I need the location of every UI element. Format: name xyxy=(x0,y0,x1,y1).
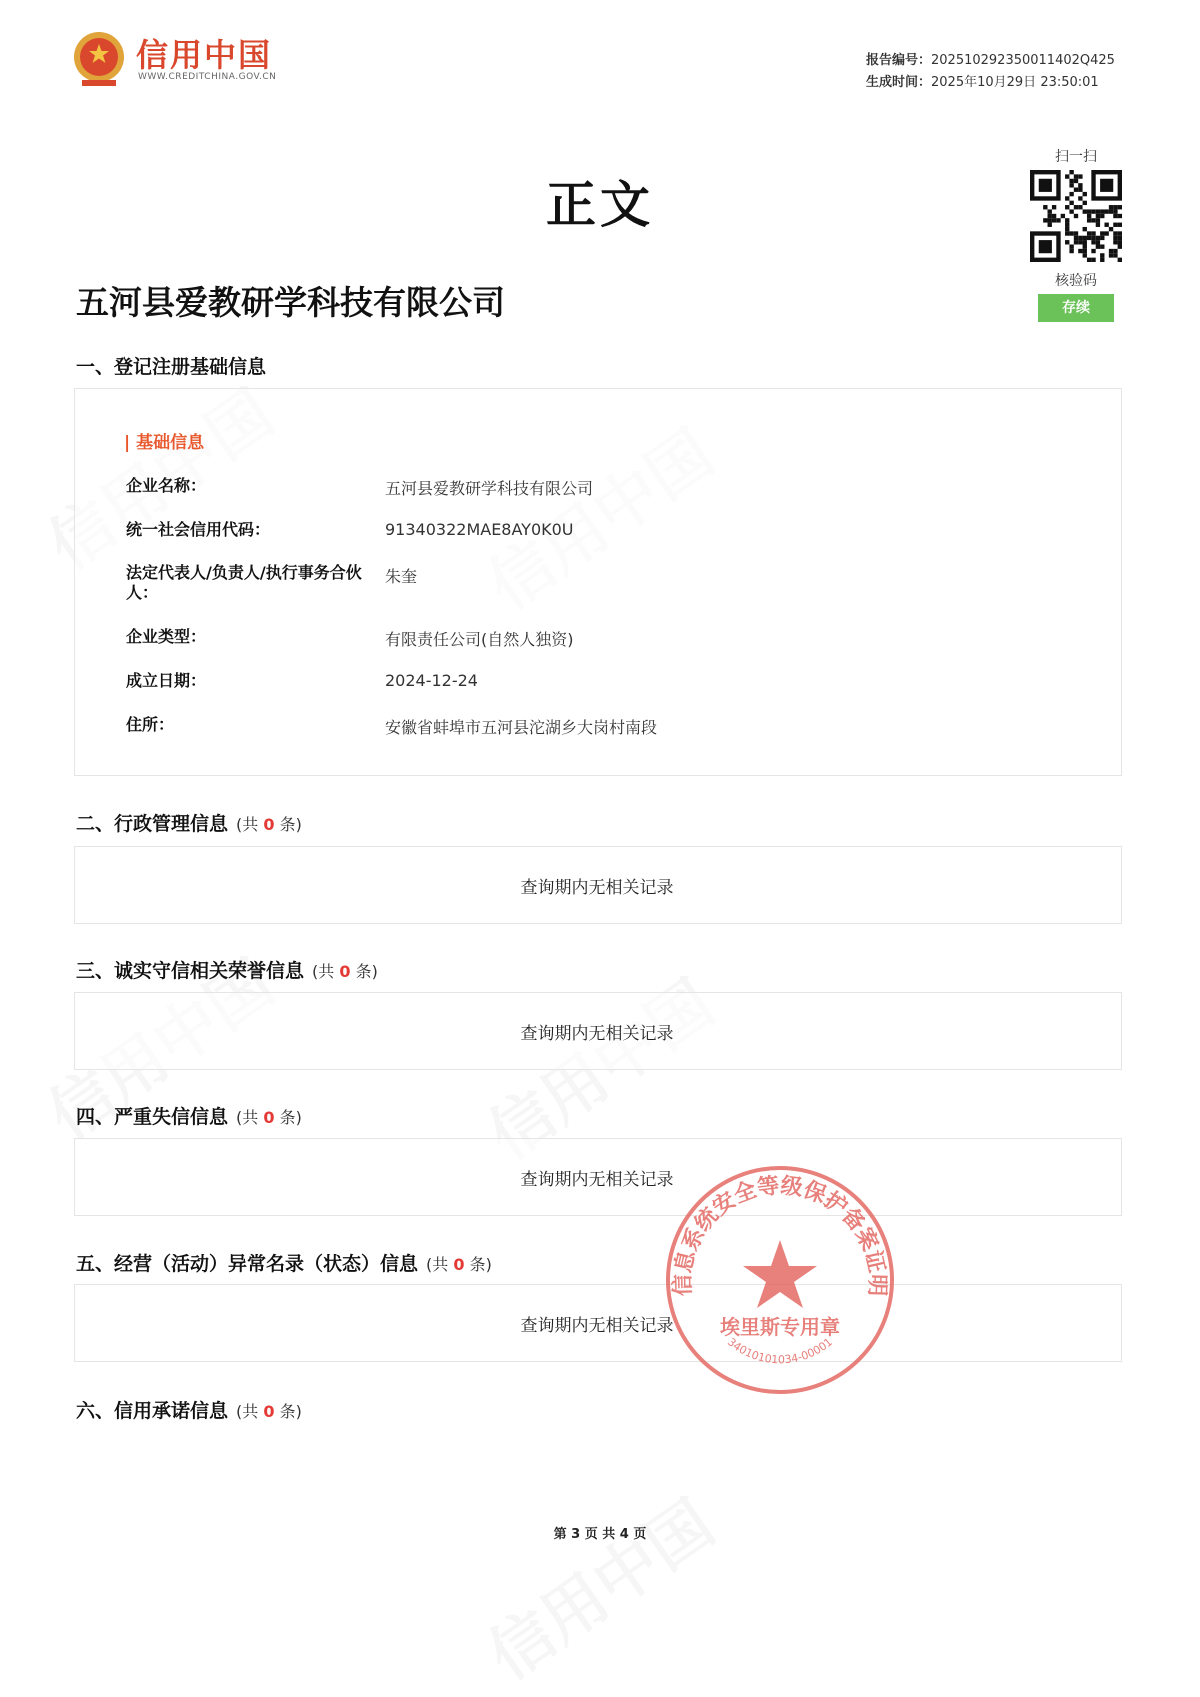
status-badge: 存续 xyxy=(1038,294,1114,322)
field-label: 企业名称： xyxy=(126,476,207,495)
page-footer: 第 3 页 共 4 页 xyxy=(553,1527,647,1542)
section-heading xyxy=(76,956,378,983)
section-title: 六、信用承诺信息 xyxy=(76,1400,229,1422)
empty-message: 查询期内无相关记录 xyxy=(520,1170,674,1190)
field-label: 成立日期： xyxy=(126,671,207,690)
field-value: 朱奎 xyxy=(385,567,418,586)
report-no-label: 报告编号： xyxy=(866,53,932,68)
watermark xyxy=(467,1475,729,1697)
seal-code: 34010101034-00001 xyxy=(724,1335,836,1367)
report-no: 20251029235001140​2Q425 xyxy=(931,53,1115,68)
section-heading xyxy=(76,1102,302,1129)
seal-center-text: 埃里斯专用章 xyxy=(720,1315,840,1339)
field-label: 住所： xyxy=(126,715,175,734)
field-value: 五河县爱教研学科技有限公司 xyxy=(385,479,594,498)
section-count: (共 0 条) xyxy=(312,962,378,981)
qr-panel xyxy=(1026,146,1126,322)
section-count: (共 0 条) xyxy=(236,815,302,834)
section-title: 二、行政管理信息 xyxy=(76,813,229,835)
site-logo xyxy=(72,28,312,88)
generated-time: 2025年10月29日 23:50:01 xyxy=(931,75,1099,90)
qr-caption-top: 扫一扫 xyxy=(1055,149,1097,165)
field-value: 安徽省蚌埠市五河县沱湖乡大岗村南段 xyxy=(385,718,658,737)
section-heading: 一、登记注册基础信息 xyxy=(76,356,267,378)
seal-ring-text: 信息系统安全等级保护备案证明 xyxy=(670,1173,890,1297)
page-title: 正文 xyxy=(546,176,654,234)
section-title: 三、诚实守信相关荣誉信息 xyxy=(76,960,305,982)
section-heading xyxy=(76,1249,492,1276)
generated-label: 生成时间： xyxy=(866,75,932,90)
section-title: 五、经营（活动）异常名录（状态）信息 xyxy=(76,1253,419,1275)
company-name: 五河县爱教研学科技有限公司 xyxy=(76,283,505,322)
field-label: 统一社会信用代码： xyxy=(126,520,271,539)
section-count: (共 0 条) xyxy=(236,1108,302,1127)
field-value: 有限责任公司(自然人独资) xyxy=(385,630,574,649)
section-count: (共 0 条) xyxy=(426,1255,492,1274)
empty-message: 查询期内无相关记录 xyxy=(520,1024,674,1044)
field-label: 法定代表人/负责人/执行事务合伙人： xyxy=(126,563,362,602)
section-count: (共 0 条) xyxy=(236,1402,302,1421)
empty-message: 查询期内无相关记录 xyxy=(520,878,674,898)
field-value: 2024-12-24 xyxy=(385,671,478,690)
seal-star-icon xyxy=(743,1240,817,1308)
official-seal xyxy=(662,1162,898,1398)
logo-text: 信用中国 xyxy=(136,36,273,74)
report-meta xyxy=(866,50,1126,94)
national-emblem-icon xyxy=(72,30,126,88)
qr-code-icon[interactable] xyxy=(1030,170,1122,262)
logo-url: WWW.CREDITCHINA.GOV.CN xyxy=(138,72,277,82)
empty-message: 查询期内无相关记录 xyxy=(520,1316,674,1336)
field-label: 企业类型： xyxy=(126,627,207,646)
field-value: 91340322MAE8AY0K0U xyxy=(385,520,574,539)
qr-caption-bottom: 核验码 xyxy=(1055,273,1097,289)
section-title: 四、严重失信信息 xyxy=(76,1106,229,1128)
section-heading xyxy=(76,809,302,836)
basic-info-subheading: | 基础信息 xyxy=(124,433,205,453)
section-heading xyxy=(76,1396,302,1423)
